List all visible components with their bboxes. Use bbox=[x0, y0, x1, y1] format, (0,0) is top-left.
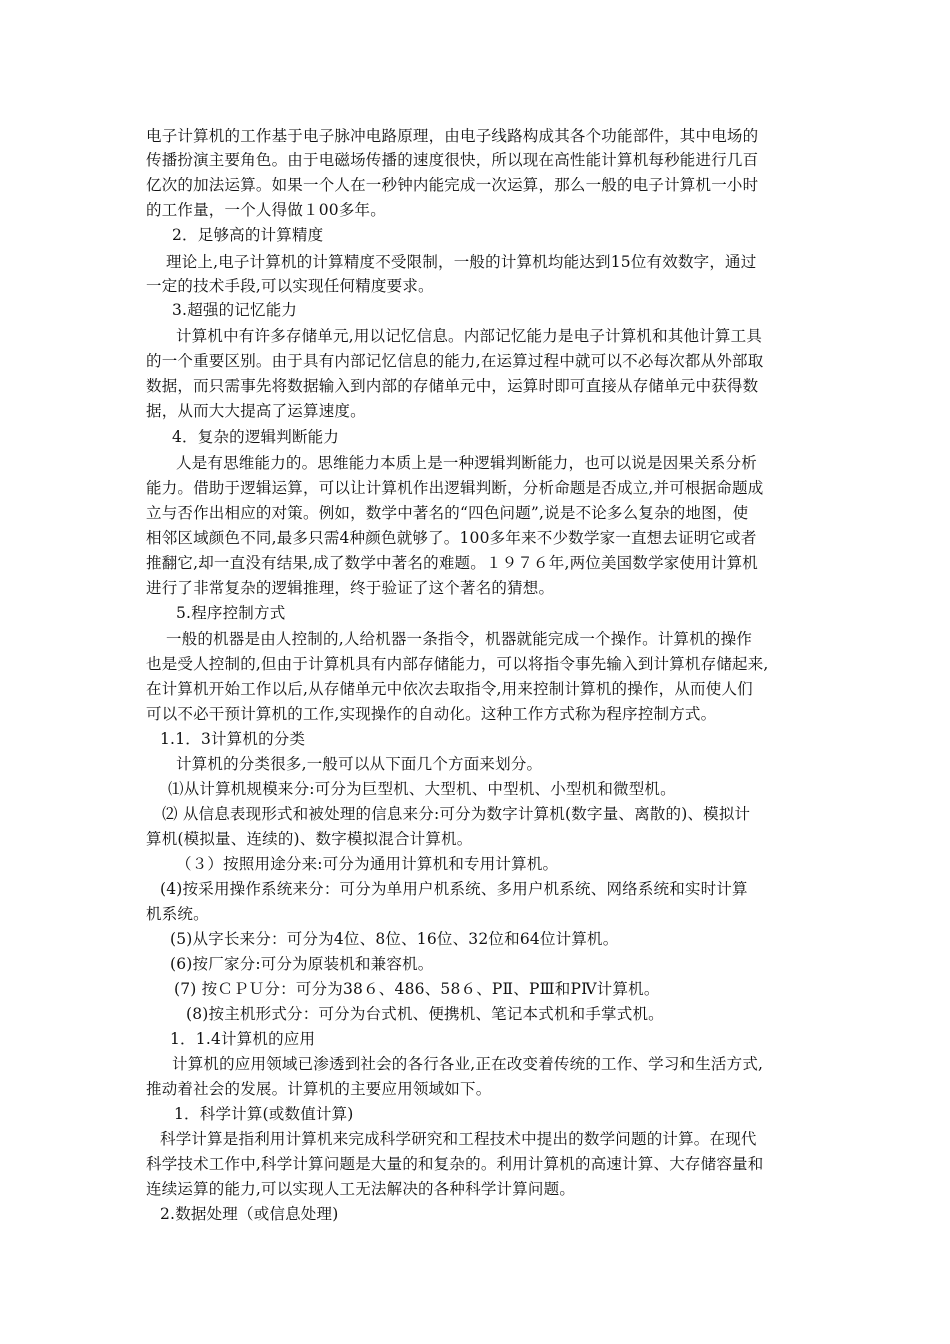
paragraph-line: 可以不必干预计算机的工作,实现操作的自动化。这种工作方式称为程序控制方式。 bbox=[146, 705, 717, 723]
paragraph-line: 相邻区域颜色不同,最多只需4种颜色就够了。100多年来不少数学家一直想去证明它或者 bbox=[146, 529, 757, 547]
paragraph-line: 立与否作出相应的对策。例如，数学中著名的“四色问题”,说是不论多么复杂的地图，使 bbox=[146, 504, 749, 522]
paragraph-line: 据，从而大大提高了运算速度。 bbox=[146, 402, 366, 420]
list-item: （３）按照用途分来:可分为通用计算机和专用计算机。 bbox=[176, 855, 559, 873]
paragraph-line: 在计算机开始工作以后,从存储单元中依次去取指令,用来控制计算机的操作，从而使人们 bbox=[146, 680, 753, 698]
paragraph-line: 的工作量，一个人得做１00多年。 bbox=[146, 201, 386, 219]
list-item-continued: 算机(模拟量、连续的)、数字模拟混合计算机。 bbox=[146, 830, 473, 848]
list-item: (7) 按ＣＰＵ分：可分为38６、486、58６、PⅡ、PⅢ和PⅣ计算机。 bbox=[174, 980, 660, 998]
paragraph-line: 科学技术工作中,科学计算问题是大量的和复杂的。利用计算机的高速计算、大存储容量和 bbox=[146, 1155, 764, 1173]
subsection-heading: 1.1．3计算机的分类 bbox=[160, 730, 306, 748]
paragraph-line: 进行了非常复杂的逻辑推理，终于验证了这个著名的猜想。 bbox=[146, 579, 555, 597]
paragraph-line: 一般的机器是由人控制的,人给机器一条指令，机器就能完成一个操作。计算机的操作 bbox=[166, 630, 753, 648]
paragraph-line: 理论上,电子计算机的计算精度不受限制，一般的计算机均能达到15位有效数字，通过 bbox=[166, 253, 757, 271]
paragraph-line: 能力。借助于逻辑运算，可以让计算机作出逻辑判断，分析命题是否成立,并可根据命题成 bbox=[146, 479, 764, 497]
paragraph-line: 计算机的分类很多,一般可以从下面几个方面来划分。 bbox=[176, 755, 543, 773]
paragraph-line: 亿次的加法运算。如果一个人在一秒钟内能完成一次运算，那么一般的电子计算机一小时 bbox=[146, 176, 759, 194]
paragraph-line: 的一个重要区别。由于具有内部记忆信息的能力,在运算过程中就可以不必每次都从外部取 bbox=[146, 352, 764, 370]
paragraph-line: 连续运算的能力,可以实现人工无法解决的各种科学计算问题。 bbox=[146, 1180, 576, 1198]
list-item: (4)按采用操作系统来分：可分为单用户机系统、多用户机系统、网络系统和实时计算 bbox=[160, 880, 748, 898]
paragraph-line: 计算机中有许多存储单元,用以记忆信息。内部记忆能力是电子计算机和其他计算工具 bbox=[176, 327, 763, 345]
section-heading: 3.超强的记忆能力 bbox=[172, 301, 298, 319]
subsection-heading: 1．1.4计算机的应用 bbox=[170, 1030, 316, 1048]
section-heading: 5.程序控制方式 bbox=[176, 604, 286, 622]
paragraph-line: 数据，而只需事先将数据输入到内部的存储单元中，运算时即可直接从存储单元中获得数 bbox=[146, 377, 759, 395]
list-item: (5)从字长来分：可分为4位、8位、16位、32位和64位计算机。 bbox=[170, 930, 619, 948]
paragraph-line: 一定的技术手段,可以实现任何精度要求。 bbox=[146, 277, 434, 295]
list-item-continued: 机系统。 bbox=[146, 905, 209, 923]
section-heading: 4．复杂的逻辑判断能力 bbox=[172, 428, 340, 446]
paragraph-line: 科学计算是指利用计算机来完成科学研究和工程技术中提出的数学问题的计算。在现代 bbox=[160, 1130, 757, 1148]
list-item: (8)按主机形式分：可分为台式机、便携机、笔记本式机和手掌式机。 bbox=[186, 1005, 664, 1023]
paragraph-line: 电子计算机的工作基于电子脉冲电路原理，由电子线路构成其各个功能部件，其中电场的 bbox=[146, 127, 759, 145]
paragraph-line: 计算机的应用领域已渗透到社会的各行各业,正在改变着传统的工作、学习和生活方式, bbox=[172, 1055, 764, 1073]
paragraph-line: 推动着社会的发展。计算机的主要应用领域如下。 bbox=[146, 1080, 492, 1098]
paragraph-line: 传播扮演主要角色。由于电磁场传播的速度很快，所以现在高性能计算机每秒能进行几百 bbox=[146, 151, 759, 169]
section-heading: 1．科学计算(或数值计算) bbox=[174, 1105, 354, 1123]
section-heading: 2．足够高的计算精度 bbox=[172, 226, 324, 244]
paragraph-line: 推翻它,却一直没有结果,成了数学中著名的难题。１９７６年,两位美国数学家使用计算机 bbox=[146, 554, 758, 572]
list-item: ⑵ 从信息表现形式和被处理的信息来分:可分为数字计算机(数字量、离散的)、模拟计 bbox=[162, 805, 751, 823]
paragraph-line: 人是有思维能力的。思维能力本质上是一种逻辑判断能力，也可以说是因果关系分析 bbox=[176, 454, 757, 472]
paragraph-line: 也是受人控制的,但由于计算机具有内部存储能力，可以将指令事先输入到计算机存储起来, bbox=[146, 655, 769, 673]
list-item: ⑴从计算机规模来分:可分为巨型机、大型机、中型机、小型机和微型机。 bbox=[168, 780, 676, 798]
section-heading: 2.数据处理（或信息处理) bbox=[160, 1205, 339, 1223]
list-item: (6)按厂家分:可分为原装机和兼容机。 bbox=[170, 955, 434, 973]
